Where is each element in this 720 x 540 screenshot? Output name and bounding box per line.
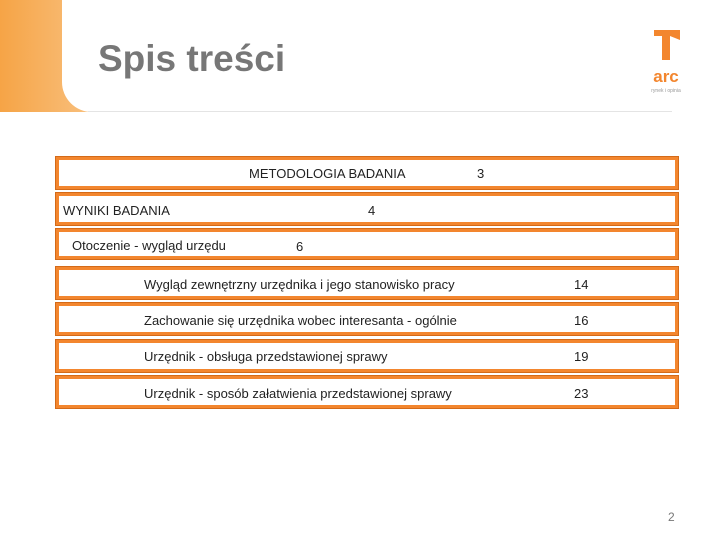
toc-row-wyniki[interactable]: [55, 192, 679, 226]
toc-row-zachowanie[interactable]: [55, 302, 679, 336]
toc-entry-page: 3: [477, 166, 485, 181]
arc-logo: [640, 26, 692, 94]
toc-entry-page: 14: [574, 277, 589, 292]
logo-tagline: rynek i opinia: [651, 88, 681, 94]
toc-entry-page: 6: [296, 239, 304, 254]
toc-row-sposob[interactable]: [55, 375, 679, 409]
toc-row-otoczenie[interactable]: [55, 228, 679, 260]
toc-entry-label: WYNIKI BADANIA: [63, 203, 170, 218]
toc-entry-label: METODOLOGIA BADANIA: [249, 166, 406, 181]
toc-entry-page: 23: [574, 386, 589, 401]
toc-entry-page: 19: [574, 349, 589, 364]
toc-entry-label: Wygląd zewnętrzny urzędnika i jego stanowisko pracy: [144, 277, 455, 292]
logo-wordmark: arc: [653, 67, 679, 86]
header-divider: [88, 111, 672, 112]
toc-entry-label: Urzędnik - sposób załatwienia przedstawionej sprawy: [144, 386, 452, 401]
toc-entry-label: Urzędnik - obsługa przedstawionej sprawy: [144, 349, 388, 364]
toc-entry-label: Zachowanie się urzędnika wobec interesanta - ogólnie: [144, 313, 457, 328]
toc-entry-page: 4: [368, 203, 376, 218]
logo-mark-icon: [654, 30, 680, 60]
toc-entry-label: Otoczenie - wygląd urzędu: [72, 238, 226, 253]
toc-row-wyglad-urzednika[interactable]: [55, 266, 679, 300]
page-number: 2: [668, 510, 675, 524]
toc-row-metodologia[interactable]: [55, 156, 679, 190]
toc-entry-page: 16: [574, 313, 589, 328]
toc-row-obsluga[interactable]: [55, 339, 679, 373]
slide-title: Spis treści: [98, 38, 286, 79]
